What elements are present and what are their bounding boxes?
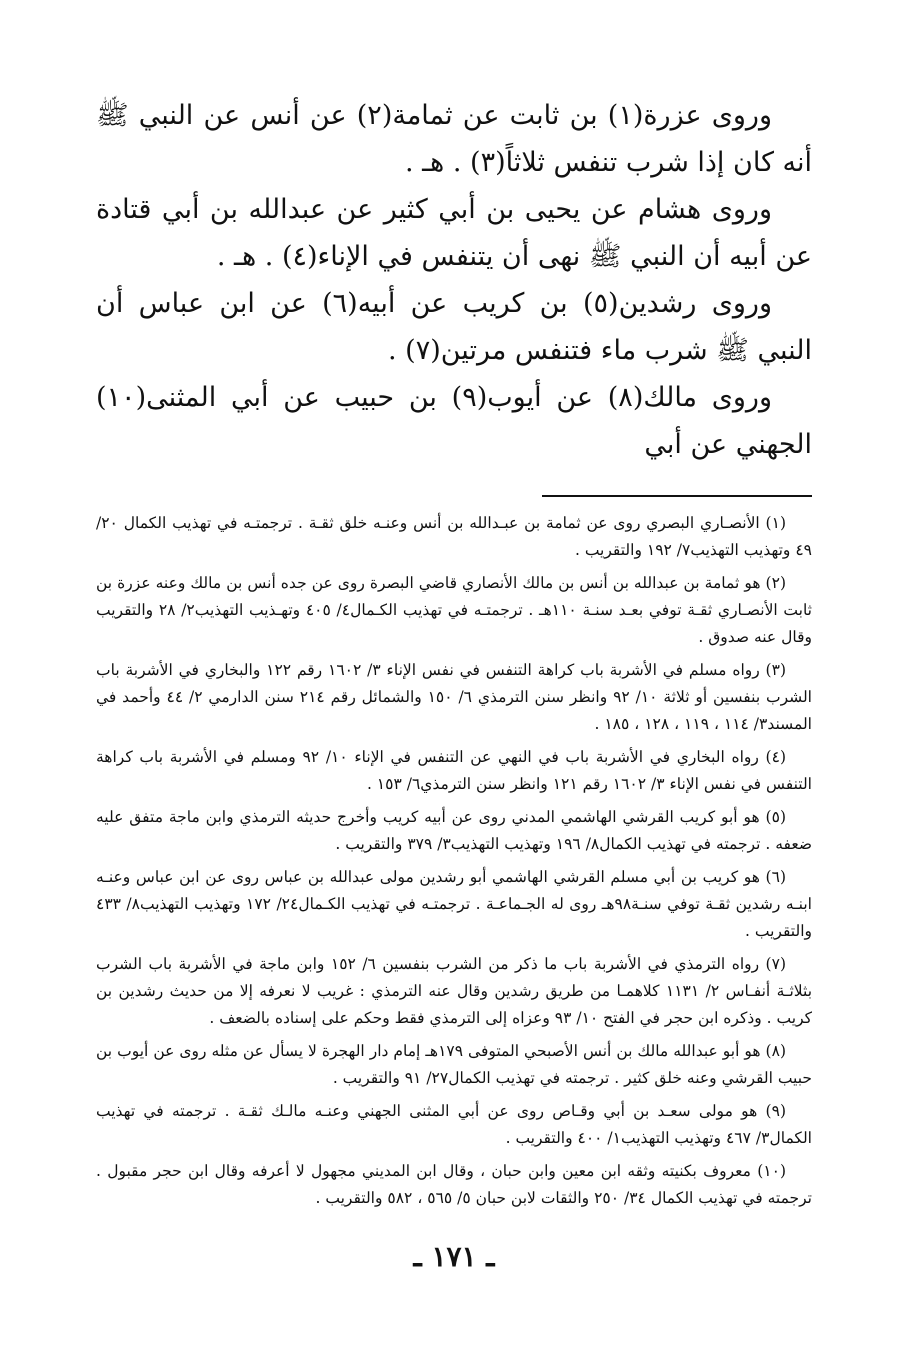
footnote-divider	[542, 495, 812, 497]
footnote-3: (٣) رواه مسلم في الأشربة باب كراهة التنفس في نفس الإناء ٣/ ١٦٠٢ رقم ١٢٢ والبخاري في الأشربة باب الشرب بنفسين أو ثلاثة ١٠/ ٩٢ وانظر سنن الترمذي ٦/ ١٥٠ والشمائل رقم ٢١٤ سنن الدارمي ٢/ ٤٤ وأحمد في المسند٣/ ١١٤ ، ١١٩ ، ١٢٨ ، ١٨٥ .	[96, 661, 812, 733]
footnote-4: (٤) رواه البخاري في الأشربة باب في النهي عن التنفس في الإناء ١٠/ ٩٢ ومسلم في الأشربة باب كراهة التنفس في نفس الإناء ٣/ ١٦٠٢ رقم ١٢١ وانظر سنن الترمذي٦/ ١٥٣ .	[96, 748, 812, 793]
main-paragraph-4: وروى مالك(٨) عن أيوب(٩) بن حبيب عن أبي المثنى(١٠) الجهني عن أبي	[96, 382, 812, 460]
footnote-6: (٦) هو كريب بن أبي مسلم القرشي الهاشمي أبو رشدين مولى عبدالله بن عباس روى عن ابن عباس وعنـه ابنـه رشدين ثقـة توفي سنـة٩٨هـ روى له الجـماعـة . ترجمتـه في تهذيب الكـمال٢٤/ ١٧٢ وتهذيب التهذيب٨/ ٤٣٣ والتقريب .	[96, 868, 812, 940]
footnote-5: (٥) هو أبو كريب القرشي الهاشمي المدني روى عن أبيه كريب وأخرج حديثه الترمذي وابن ماجة متفق عليه ضعفه . ترجمته في تهذيب الكمال٨/ ١٩٦ وتهذيب التهذيب٣/ ٣٧٩ والتقريب .	[96, 808, 812, 853]
main-paragraph-2: وروى هشام عن يحيى بن أبي كثير عن عبدالله بن أبي قتادة عن أبيه أن النبي ﷺ نهى أن يتنفس في الإناء(٤) . هـ .	[96, 194, 812, 272]
footnote-2: (٢) هو ثمامة بن عبدالله بن أنس بن مالك الأنصاري قاضي البصرة روى عن جده أنس بن مالك وعنه عزرة بن ثابت الأنصـاري ثقـة توفي بعـد سنـة ١١٠هـ . ترجمتـه في تهذيب الكـمال٤/ ٤٠٥ وتهـذيب التهذيب٢/ ٢٨ والتقريب وقال عنه صدوق .	[96, 574, 812, 646]
footnote-7: (٧) رواه الترمذي في الأشربة باب ما ذكر من الشرب بنفسين ٦/ ١٥٢ وابن ماجة في الأشربة باب الشرب بثلاثـة أنفـاس ٢/ ١١٣١ كلاهمـا من طريق رشدين وقال عنه الترمذي : غريب لا نعرفه إلا من حديث رشدين بن كريب . وذكره ابن حجر في الفتح ١٠/ ٩٣ وعزاه إلى الترمذي فقط وحكم على إسناده بالضعف .	[96, 955, 813, 1027]
page-number: ـ ١٧١ ـ	[413, 1240, 495, 1273]
main-paragraph-3: وروى رشدين(٥) بن كريب عن أبيه(٦) عن ابن عباس أن النبي ﷺ شرب ماء فتنفس مرتين(٧) .	[96, 288, 812, 366]
main-text	[96, 92, 812, 468]
main-paragraph-1: وروى عزرة(١) بن ثابت عن ثمامة(٢) عن أنس عن النبي ﷺ أنه كان إذا شرب تنفس ثلاثاً(٣) . هـ .	[96, 100, 812, 178]
footnote-1: (١) الأنصـاري البصري روى عن ثمامة بن عبـدالله بن أنس وعنـه خلق ثقـة . ترجمتـه في تهذيب الكمال ٢٠/ ٤٩ وتهذيب التهذيب٧/ ١٩٢ والتقريب .	[96, 514, 812, 559]
footnote-8: (٨) هو أبو عبدالله مالك بن أنس الأصبحي المتوفى ١٧٩هـ إمام دار الهجرة لا يسأل عن مثله روى عن أيوب بن حبيب القرشي وعنه خلق كثير . ترجمته في تهذيب الكمال٢٧/ ٩١ والتقريب .	[96, 1042, 812, 1087]
footnote-9: (٩) هو مولى سعـد بن أبي وقـاص روى عن أبي المثنى الجهني وعنـه مالـك ثقـة . ترجمته في تهذيب الكمال٣/ ٤٦٧ وتهذيب التهذيب١/ ٤٠٠ والتقريب .	[96, 1102, 812, 1147]
footnotes-section	[96, 510, 812, 1218]
footnote-10: (١٠) معروف بكنيته وثقه ابن معين وابن حبان ، وقال ابن المديني مجهول لا أعرفه وقال ابن حجر مقبول . ترجمته في تهذيب الكمال ٣٤/ ٢٥٠ والثقات لابن حبان ٥/ ٥٦٥ ، ٥٨٢ والتقريب .	[96, 1162, 812, 1207]
